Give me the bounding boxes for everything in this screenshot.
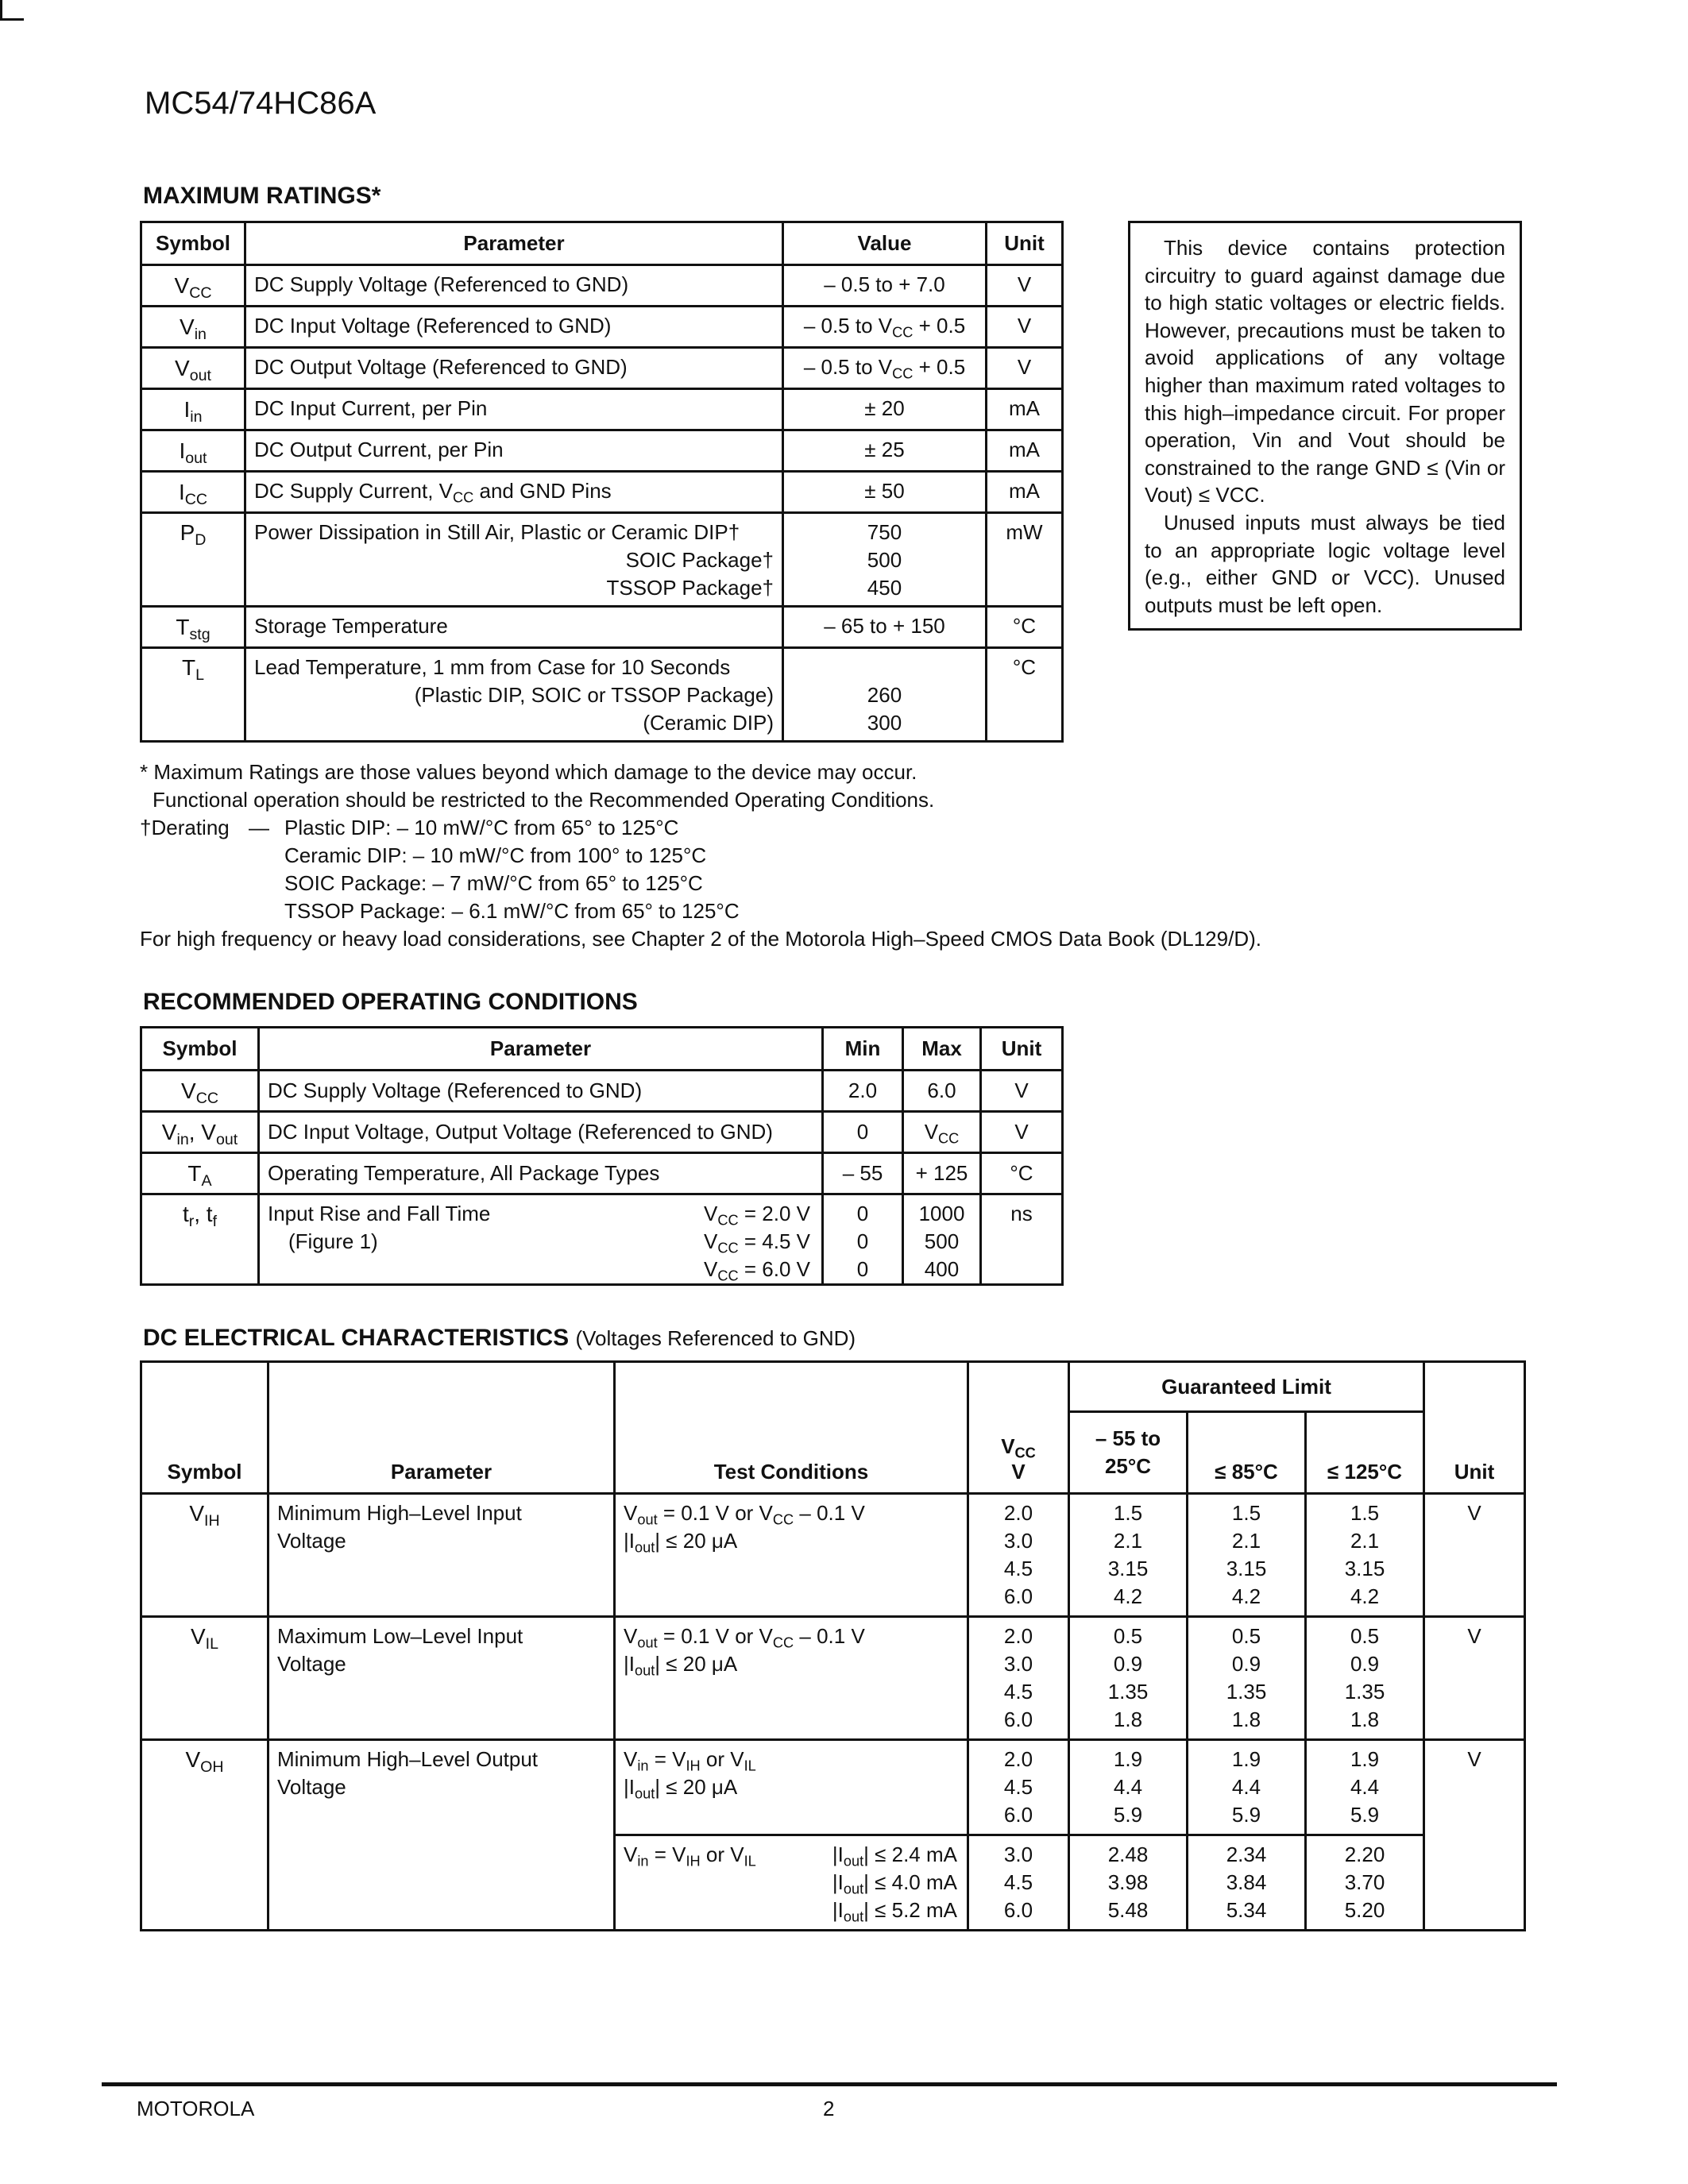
value-line: ± 25	[864, 438, 905, 461]
unit-cell: °C	[987, 607, 1063, 648]
value-line: 750	[867, 520, 902, 544]
parameter-line: Lead Temperature, 1 mm from Case for 10 Seconds	[254, 655, 731, 679]
limit-25-cell	[1069, 1740, 1188, 1835]
parameter-line: Input Rise and Fall Time	[268, 1202, 491, 1225]
value-line: 450	[867, 576, 902, 600]
test-conditions-cell	[615, 1835, 968, 1931]
table-row-rise-fall	[141, 1194, 1063, 1285]
test-conditions-cell	[615, 1617, 968, 1740]
limit-line: 1.5	[1350, 1501, 1380, 1525]
test-line: $|I_{out}| \le 20$ μA	[624, 1775, 738, 1802]
vcc-cell	[968, 1740, 1069, 1835]
output-current-conditions	[832, 1841, 957, 1924]
max-ratings-title: MAXIMUM RATINGS*	[143, 183, 381, 209]
parameter-cell: DC Input Voltage, Output Voltage (Referenced to GND)	[259, 1112, 823, 1153]
vcc-header-unit: V	[1011, 1460, 1026, 1484]
max-line: 1000	[918, 1202, 965, 1225]
footer-brand: MOTOROLA	[137, 2097, 255, 2120]
unit-cell: mW	[987, 513, 1063, 607]
limit-line: 1.9	[1113, 1747, 1143, 1771]
footnote-max-ratings: * Maximum Ratings are those values beyond which damage to the device may occur.	[140, 760, 917, 784]
limit-line: 1.9	[1231, 1747, 1261, 1771]
limit-85-cell	[1188, 1494, 1306, 1617]
value-line: – 0.5 to + 7.0	[824, 272, 945, 296]
parameter-line: Minimum High–Level Input	[277, 1501, 522, 1525]
value-cell	[783, 389, 987, 430]
parameter-line: (Ceramic DIP)	[643, 711, 774, 735]
dc-title	[143, 1325, 856, 1352]
limit-line: 3.70	[1344, 1870, 1385, 1894]
symbol-cell: $t_r$, $t_f$	[141, 1194, 259, 1285]
test-line: $V_{out} = 0.1$ V or $V_{CC} - 0.1$ V	[624, 1624, 865, 1651]
symbol-cell: $V_{in}$, $V_{out}$	[141, 1112, 259, 1153]
rise-fall-conditions	[704, 1200, 810, 1283]
col-header-min: Min	[823, 1028, 903, 1071]
limit-line: 4.4	[1113, 1775, 1143, 1799]
limit-line: 1.35	[1107, 1680, 1149, 1704]
vcc-line: 2.0	[1003, 1747, 1033, 1771]
footnote-derating-dash: —	[249, 816, 269, 839]
col-header-temp-125: ≤ 125°C	[1306, 1412, 1424, 1494]
vcc-line: 2.0	[1003, 1501, 1033, 1525]
max-line: 400	[924, 1257, 960, 1281]
parameter-line: Power Dissipation in Still Air, Plastic or Ceramic DIP†	[254, 520, 740, 544]
footnote-derating-plastic: Plastic DIP: – 10 mW/°C from 65° to 125°C	[284, 816, 679, 839]
min-cell: – 55	[823, 1153, 903, 1194]
table-row	[141, 1153, 1063, 1194]
value-cell	[783, 430, 987, 472]
symbol-cell: $V_{CC}$	[141, 1071, 259, 1112]
value-line: 500	[867, 548, 902, 572]
symbol-cell: $I_{out}$	[141, 430, 245, 472]
parameter-line: Storage Temperature	[254, 614, 448, 638]
value-line: 300	[867, 711, 902, 735]
unit-cell: V	[1424, 1617, 1525, 1740]
dc-characteristics-table	[140, 1360, 1526, 1931]
vcc-line: 6.0	[1003, 1584, 1033, 1608]
parameter-line: Voltage	[277, 1652, 346, 1676]
min-cell	[823, 1194, 903, 1285]
limit-125-cell	[1306, 1835, 1424, 1931]
limit-line: 4.4	[1231, 1775, 1261, 1799]
unit-cell: V	[987, 307, 1063, 348]
footnote-high-frequency: For high frequency or heavy load considerations, see Chapter 2 of the Motorola High–Speed CMOS Data Book (DL129/D).	[140, 927, 1261, 951]
limit-line: 1.8	[1113, 1707, 1143, 1731]
limit-line: 1.35	[1226, 1680, 1267, 1704]
table-row	[141, 607, 1063, 648]
footnote-derating-label: †Derating	[140, 816, 230, 839]
vcc-line: 4.5	[1003, 1870, 1033, 1894]
table-row	[141, 348, 1063, 389]
parameter-line: (Plastic DIP, SOIC or TSSOP Package)	[414, 683, 774, 707]
unit-cell: V	[987, 348, 1063, 389]
unit-cell: ns	[981, 1194, 1063, 1285]
max-cell: 6.0	[903, 1071, 981, 1112]
corner-crop-mark	[0, 0, 24, 21]
limit-line: 2.34	[1226, 1843, 1267, 1866]
min-line: 0	[856, 1229, 869, 1253]
limit-line: 3.98	[1107, 1870, 1149, 1894]
limit-line: 4.2	[1350, 1584, 1380, 1608]
value-line: ± 20	[864, 396, 905, 420]
limit-line: 5.9	[1231, 1803, 1261, 1827]
test-line: $|I_{out}| \le 2.4$ mA	[832, 1843, 957, 1870]
symbol-cell: $V_{out}$	[141, 348, 245, 389]
rec-op-title: RECOMMENDED OPERATING CONDITIONS	[143, 989, 638, 1015]
symbol-cell: $V_{IL}$	[141, 1617, 268, 1740]
test-line: $V_{in} = V_{IH}$ or $V_{IL}$	[624, 1747, 756, 1774]
table-row	[141, 472, 1063, 513]
limit-25-cell	[1069, 1617, 1188, 1740]
esd-note-paragraph-1: This device contains protection circuitry to guard against damage due to high static voltages or electric fields. However, precautions must be taken to avoid applications of any voltage higher than maximum rated voltages to this high–impedance circuit. For proper operation, Vin and Vout should be constrained to the range GND ≤ (Vin or Vout) ≤ VCC.	[1145, 236, 1505, 507]
limit-line: 0.5	[1350, 1624, 1380, 1648]
value-line	[792, 654, 977, 681]
limit-line: 2.48	[1107, 1843, 1149, 1866]
test-conditions-cell	[615, 1740, 968, 1835]
col-header-temp-85: ≤ 85°C	[1188, 1412, 1306, 1494]
col-header-symbol: Symbol	[141, 222, 245, 265]
unit-cell: mA	[987, 389, 1063, 430]
parameter-cell	[245, 265, 783, 307]
unit-cell: °C	[981, 1153, 1063, 1194]
limit-line: 5.9	[1113, 1803, 1143, 1827]
max-ratings-body	[141, 265, 1063, 742]
footnote-derating-soic: SOIC Package: – 7 mW/°C from 65° to 125°C	[284, 871, 703, 895]
parameter-cell	[245, 648, 783, 742]
max-line: 500	[924, 1229, 960, 1253]
value-line: – 0.5 to $V_{CC} + 0.5$	[803, 314, 966, 341]
parameter-line: SOIC Package†	[625, 548, 774, 572]
value-cell	[783, 307, 987, 348]
limit-line: 4.4	[1350, 1775, 1380, 1799]
table-row	[141, 648, 1063, 742]
parameter-line: Voltage	[277, 1529, 346, 1553]
col-header-value: Value	[783, 222, 987, 265]
parameter-line: TSSOP Package†	[606, 576, 774, 600]
esd-note-paragraph-2: Unused inputs must always be tied to an appropriate logic voltage level (e.g., either GND or VCC). Unused outputs must be left open.	[1145, 510, 1505, 617]
col-header-unit: Unit	[1424, 1362, 1525, 1494]
col-header-unit: Unit	[987, 222, 1063, 265]
test-line: $V_{out} = 0.1$ V or $V_{CC} - 0.1$ V	[624, 1501, 865, 1528]
test-line: $|I_{out}| \le 20$ μA	[624, 1529, 738, 1556]
limit-25-cell	[1069, 1494, 1188, 1617]
max-cell: $V_{CC}$	[903, 1112, 981, 1153]
limit-line: 1.5	[1113, 1501, 1143, 1525]
vcc-line: 4.5	[1003, 1775, 1033, 1799]
parameter-cell	[268, 1617, 615, 1740]
table-row	[141, 265, 1063, 307]
footer-rule	[102, 2082, 1557, 2086]
value-cell	[783, 348, 987, 389]
limit-line: 4.2	[1231, 1584, 1261, 1608]
unit-cell: V	[981, 1112, 1063, 1153]
table-row	[141, 1112, 1063, 1153]
temp-25-line2: 25°C	[1104, 1454, 1152, 1478]
table-row	[141, 430, 1063, 472]
limit-line: 0.5	[1231, 1624, 1261, 1648]
value-line: 260	[867, 683, 902, 707]
condition-line: $V_{CC} = 2.0$ V	[704, 1202, 810, 1229]
symbol-cell: $T_L$	[141, 648, 245, 742]
col-header-parameter: Parameter	[259, 1028, 823, 1071]
parameter-line: DC Output Voltage (Referenced to GND)	[254, 355, 628, 379]
test-line: $V_{in} = V_{IH}$ or $V_{IL}$	[624, 1843, 756, 1870]
vcc-header-label: $V_{CC}$	[1001, 1434, 1036, 1461]
col-header-guaranteed-limit: Guaranteed Limit	[1069, 1362, 1424, 1412]
limit-line: 5.48	[1107, 1898, 1149, 1922]
limit-85-cell	[1188, 1740, 1306, 1835]
parameter-line: DC Input Voltage (Referenced to GND)	[254, 314, 612, 338]
esd-note-box	[1128, 221, 1522, 631]
col-header-vcc	[968, 1362, 1069, 1494]
value-cell	[783, 265, 987, 307]
col-header-temp-25	[1069, 1412, 1188, 1494]
dc-title-subtitle: (Voltages Referenced to GND)	[575, 1326, 856, 1350]
limit-85-cell	[1188, 1835, 1306, 1931]
limit-line: 3.15	[1344, 1557, 1385, 1580]
col-header-unit: Unit	[981, 1028, 1063, 1071]
test-line: $|I_{out}| \le 4.0$ mA	[832, 1870, 957, 1897]
vcc-line: 4.5	[1003, 1557, 1033, 1580]
col-header-test-conditions: Test Conditions	[615, 1362, 968, 1494]
value-cell	[783, 472, 987, 513]
limit-125-cell	[1306, 1740, 1424, 1835]
limit-125-cell	[1306, 1494, 1424, 1617]
table-row	[141, 389, 1063, 430]
parameter-cell	[245, 389, 783, 430]
col-header-symbol: Symbol	[141, 1362, 268, 1494]
symbol-cell: $V_{in}$	[141, 307, 245, 348]
col-header-symbol: Symbol	[141, 1028, 259, 1071]
table-row	[141, 307, 1063, 348]
vcc-line: 6.0	[1003, 1707, 1033, 1731]
unit-cell: °C	[987, 648, 1063, 742]
parameter-cell	[245, 348, 783, 389]
parameter-line: (Figure 1)	[288, 1229, 378, 1253]
parameter-cell	[245, 430, 783, 472]
limit-line: 1.9	[1350, 1747, 1380, 1771]
test-line: $|I_{out}| \le 5.2$ mA	[832, 1898, 957, 1925]
vcc-line: 2.0	[1003, 1624, 1033, 1648]
limit-line: 0.9	[1350, 1652, 1380, 1676]
symbol-cell: $V_{CC}$	[141, 265, 245, 307]
value-line: – 65 to + 150	[824, 614, 945, 638]
symbol-cell: $V_{OH}$	[141, 1740, 268, 1931]
limit-line: 0.9	[1231, 1652, 1261, 1676]
vcc-line: 4.5	[1003, 1680, 1033, 1704]
limit-line: 1.35	[1344, 1680, 1385, 1704]
limit-line: 2.1	[1113, 1529, 1143, 1553]
condition-line: $V_{CC} = 4.5$ V	[704, 1229, 810, 1256]
col-header-max: Max	[903, 1028, 981, 1071]
vcc-line: 6.0	[1003, 1803, 1033, 1827]
unit-cell: V	[987, 265, 1063, 307]
symbol-cell: $I_{in}$	[141, 389, 245, 430]
parameter-line: DC Supply Current, $V_{CC}$ and GND Pins	[254, 479, 612, 506]
limit-line: 0.5	[1113, 1624, 1143, 1648]
value-line: – 0.5 to $V_{CC} + 0.5$	[803, 355, 966, 382]
value-line: ± 50	[864, 479, 905, 503]
limit-25-cell	[1069, 1835, 1188, 1931]
vcc-cell	[968, 1835, 1069, 1931]
parameter-line: DC Output Current, per Pin	[254, 438, 504, 461]
unit-cell: V	[1424, 1494, 1525, 1617]
value-cell	[783, 513, 987, 607]
limit-line: 2.1	[1231, 1529, 1261, 1553]
vcc-line: 3.0	[1003, 1652, 1033, 1676]
parameter-cell	[268, 1740, 615, 1931]
limit-line: 1.5	[1231, 1501, 1261, 1525]
min-line: 0	[856, 1257, 869, 1281]
parameter-cell	[245, 307, 783, 348]
footnote-functional: Functional operation should be restricted to the Recommended Operating Conditions.	[153, 788, 935, 812]
table-row	[141, 1494, 1525, 1617]
rec-op-body	[141, 1071, 1063, 1285]
limit-line: 1.8	[1350, 1707, 1380, 1731]
limit-line: 0.9	[1113, 1652, 1143, 1676]
vcc-cell	[968, 1617, 1069, 1740]
parameter-cell: DC Supply Voltage (Referenced to GND)	[259, 1071, 823, 1112]
parameter-cell	[268, 1494, 615, 1617]
max-cell: + 125	[903, 1153, 981, 1194]
parameter-cell	[245, 513, 783, 607]
condition-line: $V_{CC} = 6.0$ V	[704, 1257, 810, 1284]
dc-title-main: DC ELECTRICAL CHARACTERISTICS	[143, 1325, 570, 1351]
vcc-cell	[968, 1494, 1069, 1617]
col-header-parameter: Parameter	[268, 1362, 615, 1494]
limit-line: 5.34	[1226, 1898, 1267, 1922]
dc-characteristics-body	[141, 1494, 1525, 1931]
table-row	[141, 1617, 1525, 1740]
test-line: $|I_{out}| \le 20$ μA	[624, 1652, 738, 1679]
unit-cell: mA	[987, 430, 1063, 472]
parameter-line: Minimum High–Level Output	[277, 1747, 539, 1771]
max-cell	[903, 1194, 981, 1285]
symbol-cell: $I_{CC}$	[141, 472, 245, 513]
symbol-cell: $T_A$	[141, 1153, 259, 1194]
table-row	[141, 513, 1063, 607]
limit-line: 3.84	[1226, 1870, 1267, 1894]
table-row	[141, 1071, 1063, 1112]
parameter-cell	[245, 607, 783, 648]
limit-line: 4.2	[1113, 1584, 1143, 1608]
min-cell: 0	[823, 1112, 903, 1153]
symbol-cell: $T_{stg}$	[141, 607, 245, 648]
rec-op-table	[140, 1026, 1064, 1286]
temp-25-line1: – 55 to	[1095, 1426, 1161, 1450]
limit-line: 2.1	[1350, 1529, 1380, 1553]
table-row	[141, 1740, 1525, 1835]
limit-line: 1.8	[1231, 1707, 1261, 1731]
col-header-parameter: Parameter	[245, 222, 783, 265]
unit-cell: V	[981, 1071, 1063, 1112]
unit-cell: V	[1424, 1740, 1525, 1931]
max-ratings-table	[140, 221, 1064, 743]
vcc-line: 6.0	[1003, 1898, 1033, 1922]
parameter-cell: Operating Temperature, All Package Types	[259, 1153, 823, 1194]
test-conditions-cell	[615, 1494, 968, 1617]
parameter-line: DC Supply Voltage (Referenced to GND)	[254, 272, 629, 296]
limit-line: 5.9	[1350, 1803, 1380, 1827]
vcc-line: 3.0	[1003, 1843, 1033, 1866]
min-line: 0	[856, 1202, 869, 1225]
parameter-cell	[259, 1194, 823, 1285]
footnote-derating-ceramic: Ceramic DIP: – 10 mW/°C from 100° to 125°C	[284, 843, 707, 867]
page-title: MC54/74HC86A	[145, 86, 377, 121]
min-cell: 2.0	[823, 1071, 903, 1112]
parameter-cell	[245, 472, 783, 513]
limit-line: 2.20	[1344, 1843, 1385, 1866]
vcc-line: 3.0	[1003, 1529, 1033, 1553]
footnote-derating-tssop: TSSOP Package: – 6.1 mW/°C from 65° to 125°C	[284, 899, 740, 923]
parameter-line: Maximum Low–Level Input	[277, 1624, 523, 1648]
value-cell	[783, 648, 987, 742]
parameter-line: Voltage	[277, 1775, 346, 1799]
unit-cell: mA	[987, 472, 1063, 513]
symbol-cell: $P_D$	[141, 513, 245, 607]
value-cell	[783, 607, 987, 648]
parameter-line: DC Input Current, per Pin	[254, 396, 488, 420]
limit-line: 3.15	[1107, 1557, 1149, 1580]
limit-125-cell	[1306, 1617, 1424, 1740]
symbol-cell: $V_{IH}$	[141, 1494, 268, 1617]
limit-line: 3.15	[1226, 1557, 1267, 1580]
limit-85-cell	[1188, 1617, 1306, 1740]
page-number: 2	[823, 2097, 835, 2120]
limit-line: 5.20	[1344, 1898, 1385, 1922]
